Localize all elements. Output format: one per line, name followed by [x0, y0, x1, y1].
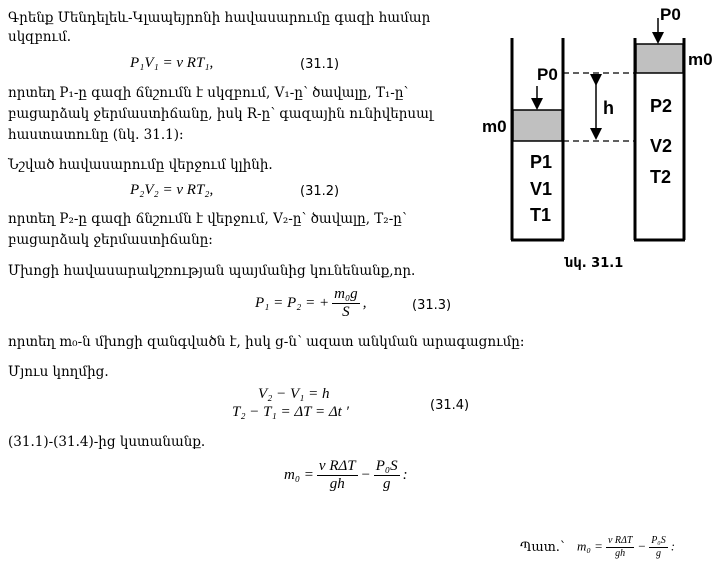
equation-number-31-4: (31.4)	[430, 398, 470, 413]
h-label: h	[603, 98, 614, 118]
equation-number-31-2: (31.2)	[300, 184, 340, 199]
intro-line-1: Գրենք Մենդելեև-Կլապեյրոնի հավասարումը գազի համար	[8, 10, 431, 26]
derivation-text: (31.1)-(31.4)-ից կստանանք.	[8, 434, 206, 450]
ans-f2-denominator: g	[656, 548, 661, 559]
eq5-fraction-2	[374, 458, 400, 493]
left-piston	[513, 110, 562, 141]
eq5-tail: :	[402, 466, 408, 483]
left-p0-label: P0	[537, 65, 558, 84]
eq3-denominator: S	[342, 304, 350, 320]
eq3-lhs: P₁ = P₂ = +	[255, 294, 330, 311]
eq5-fraction-1	[317, 458, 358, 493]
equation-number-31-1: (31.1)	[300, 57, 340, 72]
other-side-text: Մյուս կողմից.	[8, 364, 109, 380]
eq5-minus: −	[360, 466, 371, 483]
eq3-fraction	[332, 286, 360, 321]
definition2-line-1: որտեղ P₂-ը գազի ճնշումն է վերջում, V₂-ը՝ ծավալը, T₂-ը՝	[8, 211, 407, 227]
right-m0-label: m0	[688, 50, 713, 69]
ans-f1-denominator: gh	[615, 548, 626, 559]
ans-lhs: m₀ =	[577, 538, 603, 554]
eq5-f2-numerator: P₀S	[375, 458, 398, 474]
equation-31-4b: T₂ − T₁ = ΔT = Δt ′	[232, 404, 349, 420]
equation-number-31-3: (31.3)	[412, 298, 452, 313]
definition-line-3: հաստատունը (նկ. 31.1):	[8, 127, 184, 143]
definition-line-1: որտեղ P₁-ը գազի ճնշումն է սկզբում, V₁-ը՝ ծավալը, T₁-ը՝	[8, 85, 409, 101]
intro-line-2: սկզբում.	[8, 29, 72, 45]
ans-f2-numerator: P₀S	[651, 535, 666, 546]
eq3-tail: ,	[362, 294, 367, 311]
ans-fraction-2	[649, 535, 668, 560]
left-m0-label: m0	[482, 117, 507, 136]
definition2-line-2: բացարձակ ջերմաստիճանը:	[8, 232, 213, 248]
ans-fraction-1	[606, 535, 634, 560]
figure-caption: նկ. 31.1	[565, 256, 624, 271]
left-gas-p1: P1	[530, 152, 553, 172]
ans-minus: −	[637, 538, 647, 554]
equation-31-4a: V₂ − V₁ = h	[258, 386, 330, 402]
eq5-f2-denominator: g	[382, 476, 391, 492]
ans-tail: :	[670, 538, 676, 554]
result-equation	[284, 458, 408, 493]
equation-31-3	[255, 286, 366, 321]
eq5-f1-denominator: gh	[329, 476, 345, 492]
eq5-lhs: m₀ =	[284, 466, 314, 483]
eq3-numerator: m₀g	[334, 286, 358, 302]
eq5-f1-numerator: ν RΔT	[318, 458, 356, 474]
left-gas-t1: T1	[530, 205, 552, 225]
definition-line-2: բացարձակ ջերմաստիճանը, իսկ R-ը՝ գազային ունիվերսալ	[8, 106, 434, 122]
figure-31-1	[470, 0, 717, 280]
right-piston	[636, 44, 683, 73]
right-gas-t2: T2	[650, 167, 672, 187]
ans-f1-numerator: ν RΔT	[607, 535, 633, 546]
equilibrium-text: Մխոցի հավասարակշռության պայմանից կունենանք,որ.	[8, 263, 416, 279]
final-state-text: Նշված հավասարումը վերջում կլինի.	[8, 157, 273, 173]
answer-equation	[577, 535, 675, 560]
mass-definition-text: որտեղ m₀-ն մխոցի զանգվածն է, իսկ g-ն՝ ազատ անկման արագացումը:	[8, 334, 525, 350]
right-gas-p2: P2	[650, 96, 673, 116]
right-gas-v2: V2	[650, 136, 673, 156]
left-gas-v1: V1	[530, 179, 553, 199]
equation-31-1: P₁V₁ = ν RT₁,	[130, 55, 214, 71]
equation-31-2: P₂V₂ = ν RT₂,	[130, 182, 214, 198]
answer-label: Պատ.՝	[520, 540, 565, 555]
right-p0-label: P0	[660, 5, 681, 24]
